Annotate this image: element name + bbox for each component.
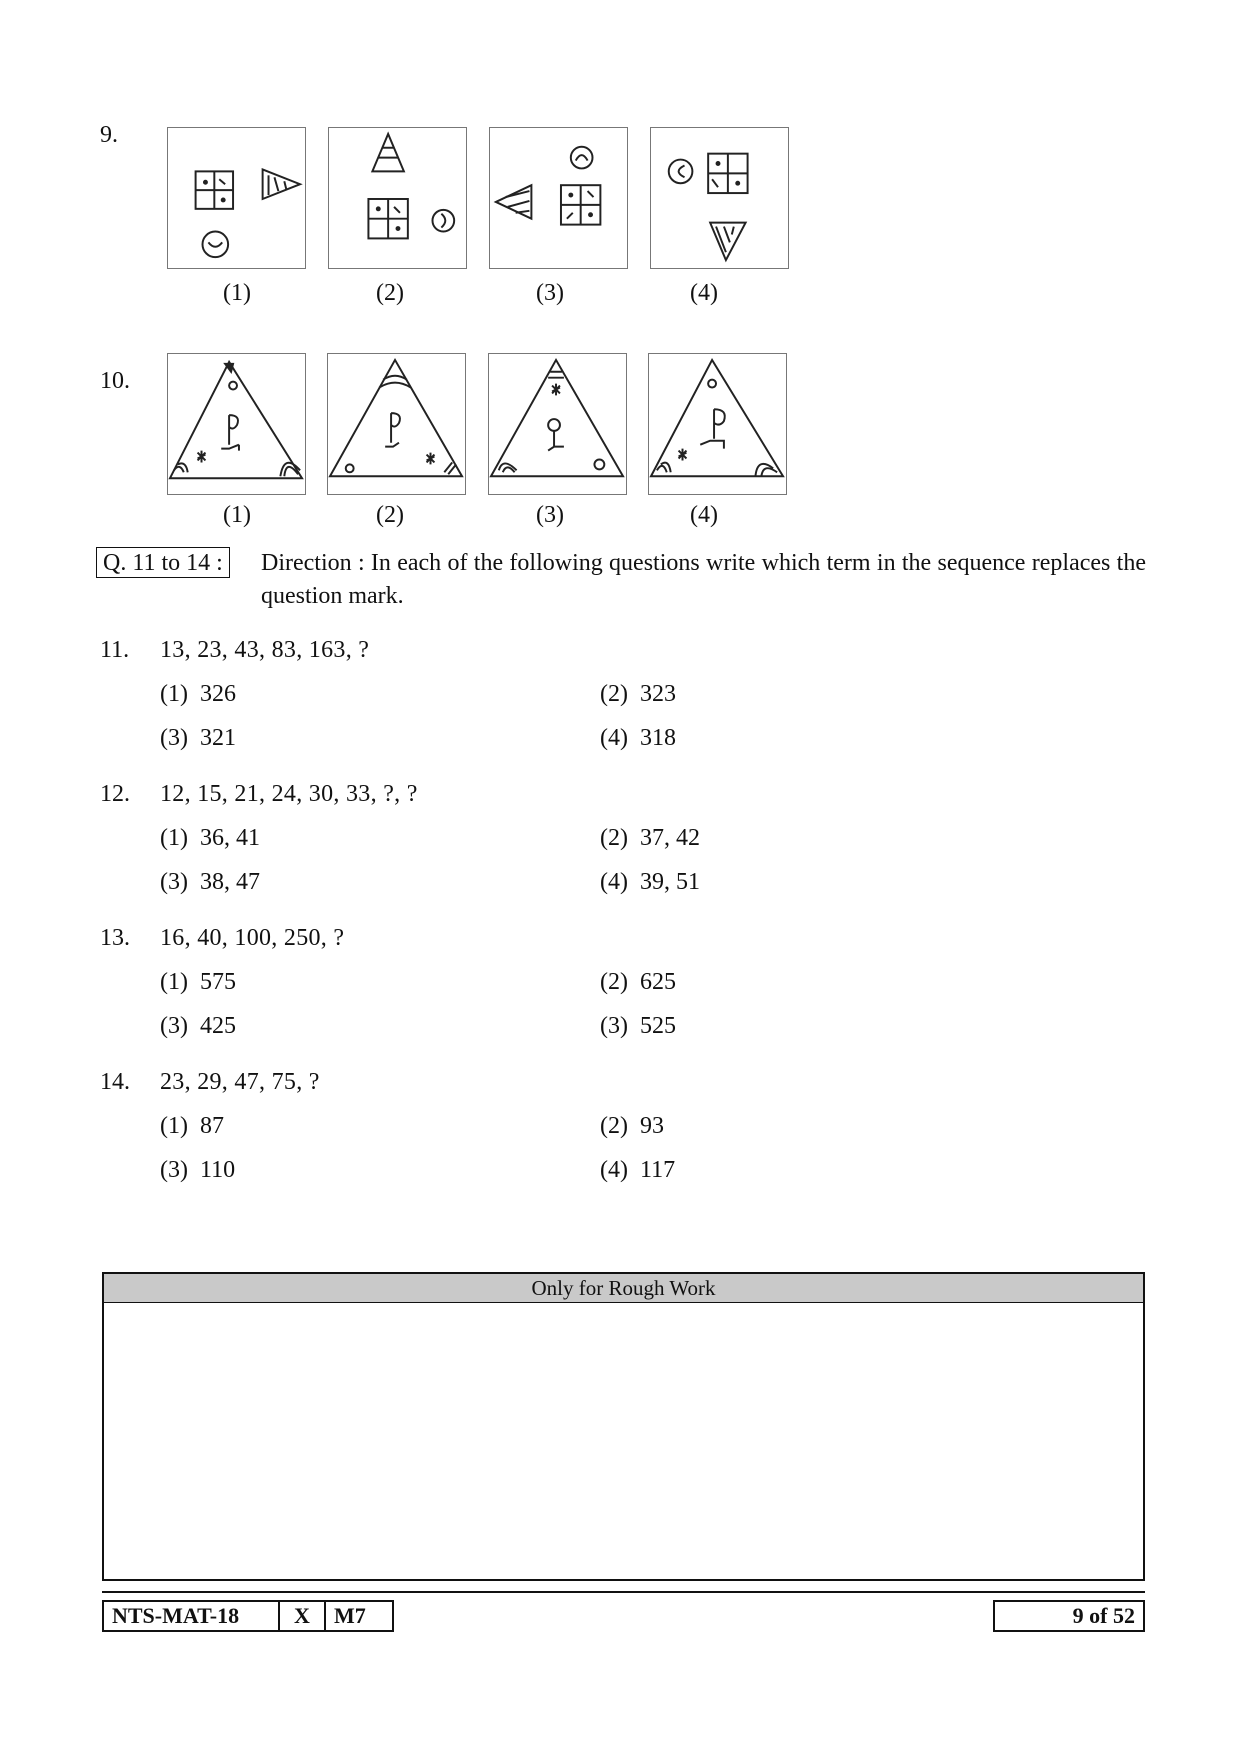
- q13-option-3[interactable]: [160, 1013, 236, 1040]
- option-value: 37, 42: [639, 825, 700, 851]
- option-value: 117: [639, 1157, 676, 1183]
- question-14-sequence: 23, 29, 47, 75, ?: [160, 1069, 320, 1095]
- q12-option-3[interactable]: [160, 869, 260, 896]
- q11-option-4[interactable]: [600, 725, 676, 752]
- q9-label-3: (3): [536, 280, 564, 306]
- question-13-number: 13.: [100, 925, 130, 951]
- q9-label-2: (2): [376, 280, 404, 306]
- q9-label-4: (4): [690, 280, 718, 306]
- q10-label-1: (1): [223, 502, 251, 528]
- direction-range-box: Q. 11 to 14 :: [96, 547, 230, 578]
- option-value: 318: [639, 725, 676, 751]
- rough-work-title: Only for Rough Work: [104, 1274, 1143, 1303]
- q14-option-4[interactable]: [600, 1157, 675, 1184]
- option-label: (4): [600, 1157, 628, 1183]
- option-label: (3): [600, 1013, 628, 1039]
- option-value: 110: [199, 1157, 236, 1183]
- q9-label-1: (1): [223, 280, 251, 306]
- question-12-number: 12.: [100, 781, 130, 807]
- question-11-sequence: 13, 23, 43, 83, 163, ?: [160, 637, 370, 663]
- footer-set: M7: [334, 1603, 366, 1628]
- q14-option-2[interactable]: [600, 1113, 664, 1140]
- option-value: 425: [199, 1013, 236, 1039]
- q9-figure-3-drawing: [490, 128, 627, 268]
- question-10-number: 10.: [100, 368, 130, 394]
- q13-option-4[interactable]: [600, 1013, 676, 1040]
- option-value: 625: [639, 969, 676, 995]
- q9-figure-4: [650, 127, 789, 269]
- option-label: (1): [160, 969, 188, 995]
- q12-option-4[interactable]: [600, 869, 700, 896]
- option-label: (1): [160, 825, 188, 851]
- q9-figure-1: [167, 127, 306, 269]
- q10-figure-4: [648, 353, 787, 495]
- option-label: (1): [160, 1113, 188, 1139]
- question-12-sequence: 12, 15, 21, 24, 30, 33, ?, ?: [160, 781, 418, 807]
- footer-class: X: [280, 1602, 326, 1630]
- q11-option-1[interactable]: [160, 681, 236, 708]
- q10-figure-3: [488, 353, 627, 495]
- question-9-number: 9.: [100, 122, 118, 148]
- rough-work-box[interactable]: [102, 1272, 1145, 1581]
- q10-figure-1-drawing: [168, 354, 305, 494]
- option-label: (1): [160, 681, 188, 707]
- q9-figure-2: [328, 127, 467, 269]
- option-label: (4): [600, 869, 628, 895]
- q11-option-2[interactable]: [600, 681, 676, 708]
- q11-option-3[interactable]: [160, 725, 236, 752]
- option-label: (3): [160, 725, 188, 751]
- question-13-sequence: 16, 40, 100, 250, ?: [160, 925, 345, 951]
- footer-paper-code: NTS-MAT-18: [104, 1602, 280, 1630]
- q10-label-4: (4): [690, 502, 718, 528]
- q12-option-1[interactable]: [160, 825, 260, 852]
- q9-figure-2-drawing: [329, 128, 466, 268]
- option-value: 575: [199, 969, 236, 995]
- q9-figure-1-drawing: [168, 128, 305, 268]
- footer-page-number: 9 of 52: [1072, 1603, 1135, 1628]
- option-value: 38, 47: [199, 869, 260, 895]
- option-label: (2): [600, 681, 628, 707]
- q13-option-2[interactable]: [600, 969, 676, 996]
- q14-option-1[interactable]: [160, 1113, 224, 1140]
- option-label: (2): [600, 825, 628, 851]
- option-label: (2): [600, 1113, 628, 1139]
- q10-label-3: (3): [536, 502, 564, 528]
- q12-option-2[interactable]: [600, 825, 700, 852]
- option-label: (3): [160, 869, 188, 895]
- q10-figure-2-drawing: [328, 354, 465, 494]
- question-14-number: 14.: [100, 1069, 130, 1095]
- q13-option-1[interactable]: [160, 969, 236, 996]
- q10-figure-3-drawing: [489, 354, 626, 494]
- footer-page-box: [993, 1600, 1145, 1632]
- footer-code-box: [102, 1600, 394, 1632]
- q10-figure-4-drawing: [649, 354, 786, 494]
- footer-rule: [102, 1591, 1145, 1593]
- option-value: 39, 51: [639, 869, 700, 895]
- option-value: 93: [639, 1113, 664, 1139]
- option-label: (2): [600, 969, 628, 995]
- q9-figure-4-drawing: [651, 128, 788, 268]
- option-value: 326: [199, 681, 236, 707]
- option-value: 321: [199, 725, 236, 751]
- q10-figure-2: [327, 353, 466, 495]
- option-label: (4): [600, 725, 628, 751]
- q10-figure-1: [167, 353, 306, 495]
- option-value: 525: [639, 1013, 676, 1039]
- option-label: (3): [160, 1157, 188, 1183]
- question-11-number: 11.: [100, 637, 130, 663]
- option-value: 323: [639, 681, 676, 707]
- option-value: 36, 41: [199, 825, 260, 851]
- q9-figure-3: [489, 127, 628, 269]
- q14-option-3[interactable]: [160, 1157, 235, 1184]
- option-value: 87: [199, 1113, 224, 1139]
- direction-text: Direction : In each of the following questions write which term in the sequence replaces the question mark.: [261, 550, 1146, 609]
- q10-label-2: (2): [376, 502, 404, 528]
- option-label: (3): [160, 1013, 188, 1039]
